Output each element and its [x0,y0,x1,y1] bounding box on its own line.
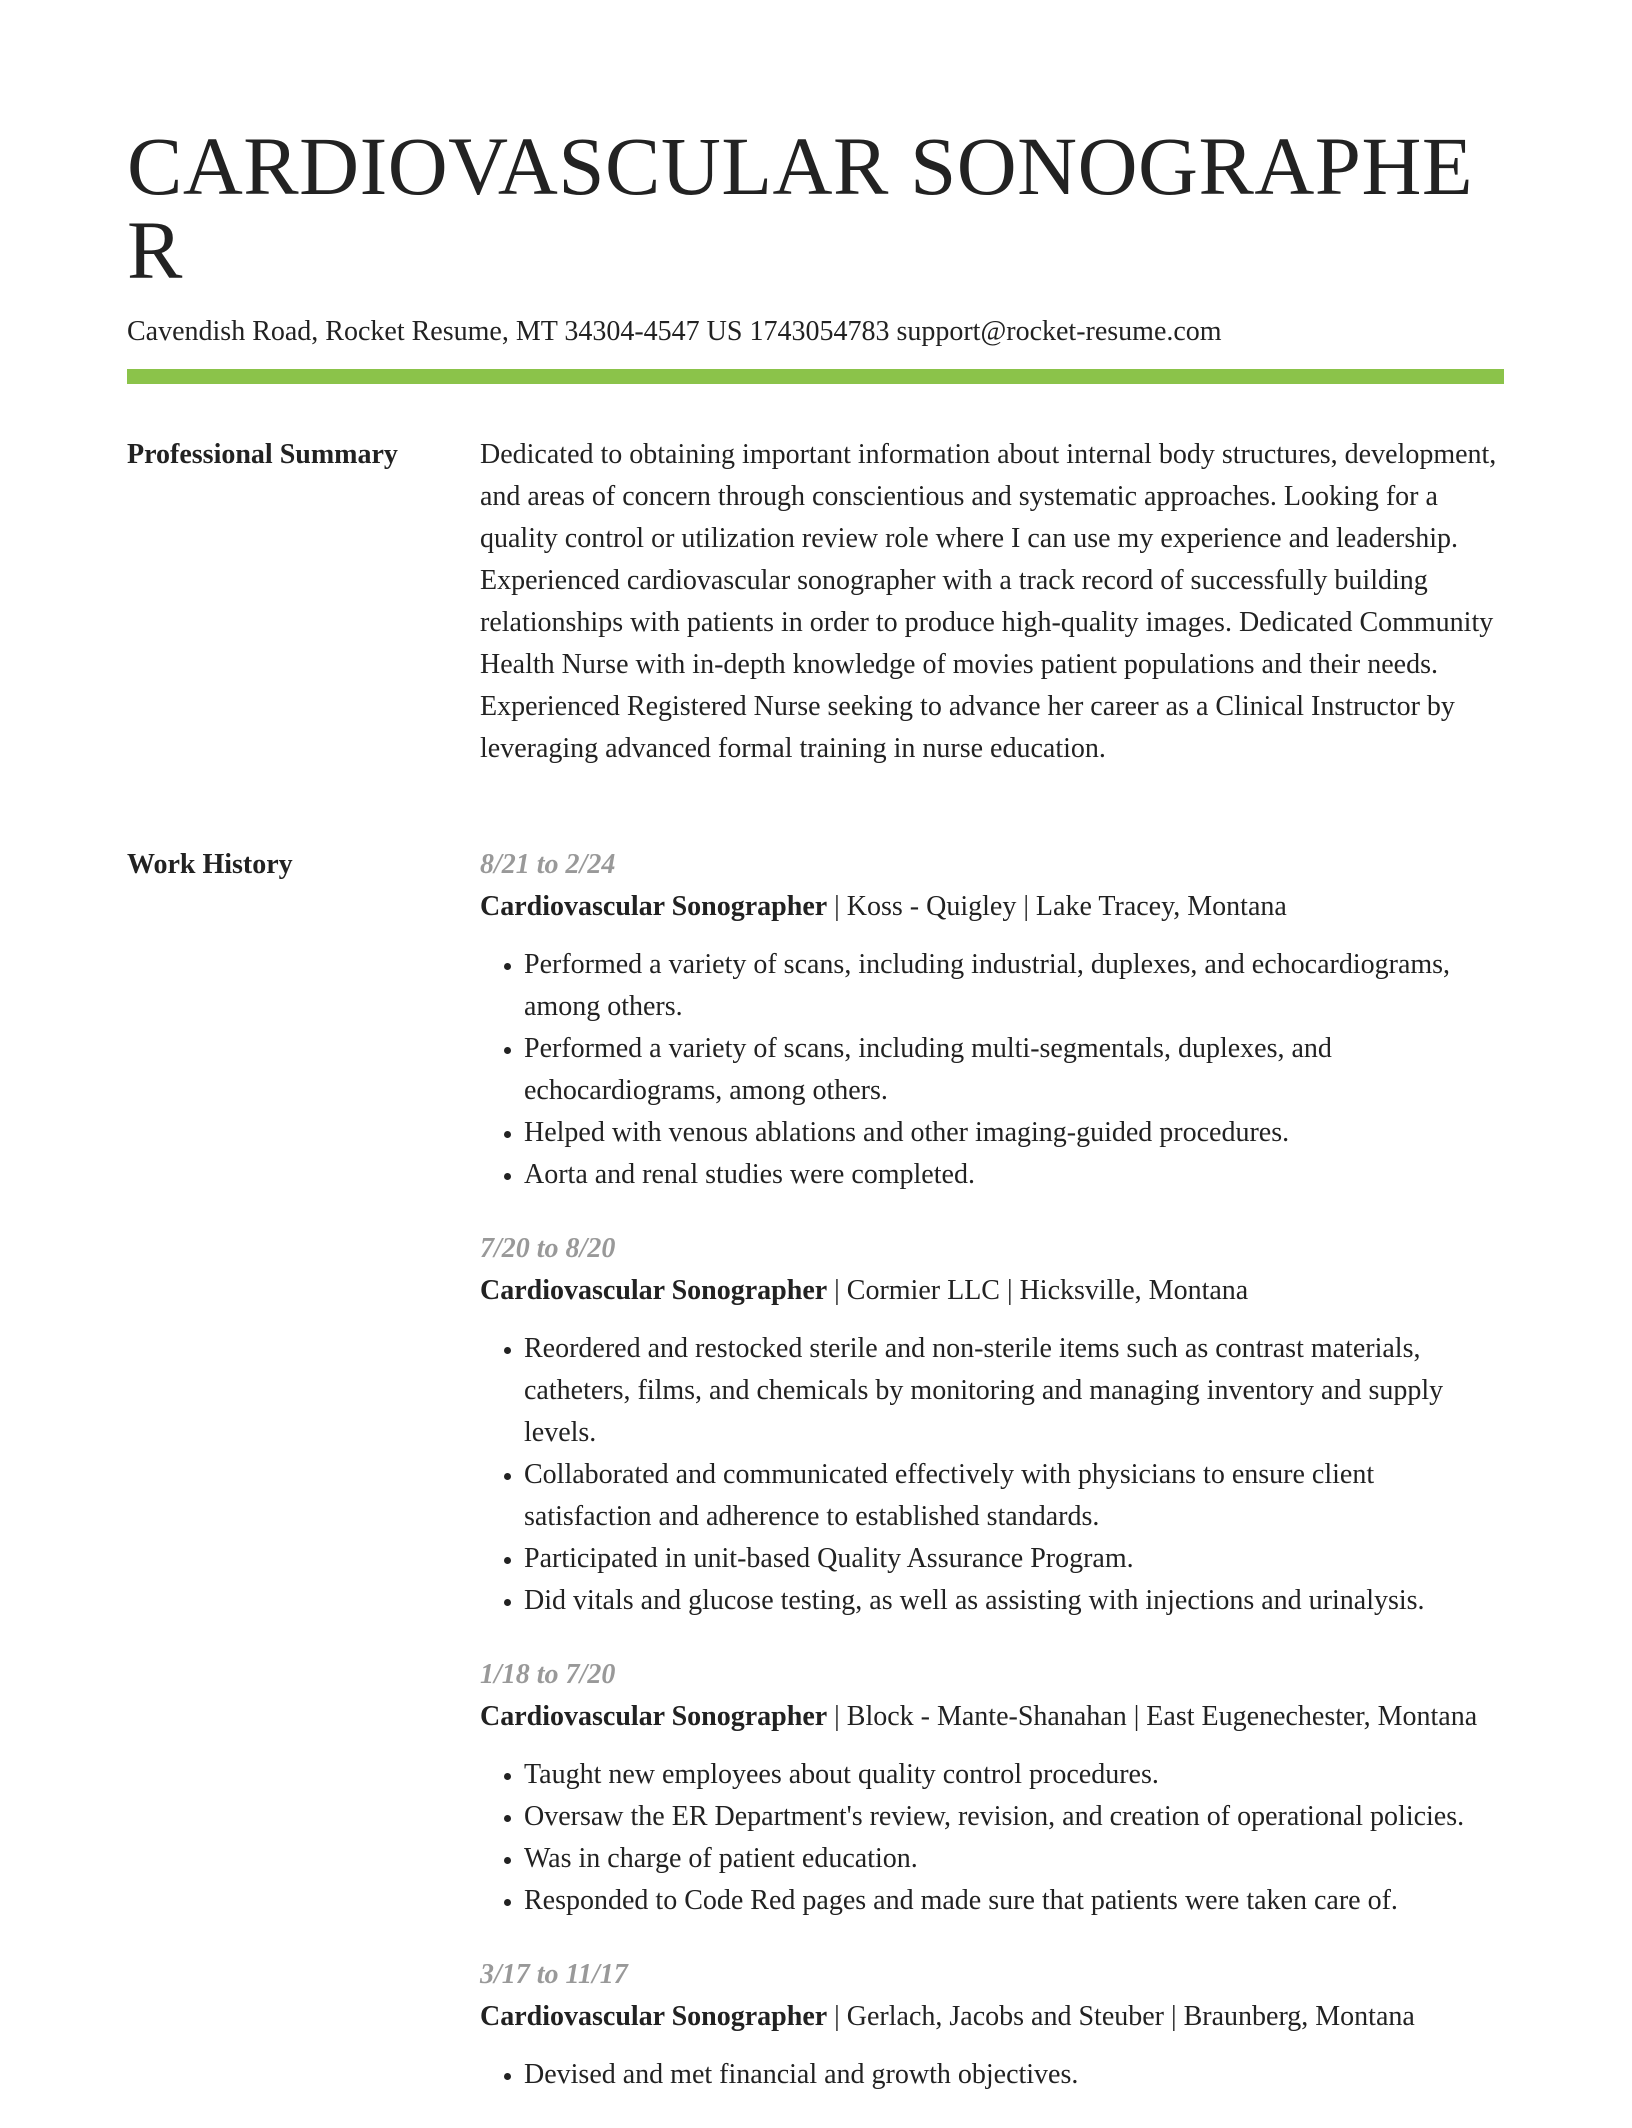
job-duties-list [480,944,1504,1196]
duty-item: • Reordered and restocked sterile and non-sterile items such as contrast materials, catheters, films, and chemicals by monitoring and managing inventory and supply levels. [524,1328,1504,1454]
job-duties-list [480,2054,1504,2096]
job-title-line [480,1270,1504,1312]
summary-heading: Professional Summary [127,439,398,470]
job-dates: 3/17 to 11/17 [480,1959,628,1990]
duty-item: • Devised and met financial and growth objectives. [524,2054,1504,2096]
duty-item: • Oversaw the ER Department's review, revision, and creation of operational policies. [524,1796,1504,1838]
duty-item: • Aorta and renal studies were completed. [524,1154,1504,1196]
job-employer-location: | Gerlach, Jacobs and Steuber | Braunberg, Montana [834,2001,1415,2032]
job-entry [480,1228,1504,1622]
job-title-line [480,886,1504,928]
duty-item: • Helped with venous ablations and other imaging-guided procedures. [524,1112,1504,1154]
summary-text: Dedicated to obtaining important information about internal body structures, development, and areas of concern through conscientious and systematic approaches. Looking for a quality control or utilization review role where I can use my experience and leadership. Experienced cardiovascular sonographer with a track record of successfully building relationships with patients in order to produce high-quality images. Dedicated Community Health Nurse with in-depth knowledge of movies patient populations and their needs. Experienced Registered Nurse seeking to advance her career as a Clinical Instructor by leveraging advanced formal training in nurse education. [480,439,1497,764]
job-dates: 1/18 to 7/20 [480,1659,616,1690]
job-title: Cardiovascular Sonographer [480,1701,828,1732]
job-dates: 8/21 to 2/24 [480,849,616,880]
contact-phone: 1743054783 [749,316,890,347]
header-divider [127,369,1504,384]
duty-item: • Performed a variety of scans, including multi-segmentals, duplexes, and echocardiograms, among others. [524,1028,1504,1112]
job-title: Cardiovascular Sonographer [480,891,828,922]
job-entry [480,1654,1504,1922]
duty-item: • Performed a variety of scans, including industrial, duplexes, and echocardiograms, among others. [524,944,1504,1028]
duty-item: • Responded to Code Red pages and made sure that patients were taken care of. [524,1880,1504,1922]
job-entry [480,844,1504,1196]
contact-address: Cavendish Road, Rocket Resume, MT 34304-4547 US [127,316,743,347]
duty-item: • Did vitals and glucose testing, as well as assisting with injections and urinalysis. [524,1580,1504,1622]
duty-item: • Taught new employees about quality control procedures. [524,1754,1504,1796]
contact-line [127,314,1222,350]
work-history-list [480,844,1504,2128]
duty-item: • Collaborated and communicated effectively with physicians to ensure client satisfaction and adherence to established standards. [524,1454,1504,1538]
job-employer-location: | Koss - Quigley | Lake Tracey, Montana [834,891,1287,922]
job-duties-list [480,1328,1504,1622]
job-title: Cardiovascular Sonographer [480,2001,828,2032]
job-employer-location: | Block - Mante-Shanahan | East Eugenechester, Montana [834,1701,1478,1732]
job-title-line [480,1996,1504,2038]
job-title-line [480,1696,1504,1738]
resume-name: CARDIOVASCULAR SONOGRAPHER [127,120,1474,296]
duty-item: • Participated in unit-based Quality Assurance Program. [524,1538,1504,1580]
job-dates: 7/20 to 8/20 [480,1233,616,1264]
job-employer-location: | Cormier LLC | Hicksville, Montana [834,1275,1249,1306]
job-duties-list [480,1754,1504,1922]
work-history-heading: Work History [127,849,293,880]
contact-email: support@rocket-resume.com [896,316,1222,347]
duty-item: • Was in charge of patient education. [524,1838,1504,1880]
job-title: Cardiovascular Sonographer [480,1275,828,1306]
job-entry [480,1954,1504,2096]
